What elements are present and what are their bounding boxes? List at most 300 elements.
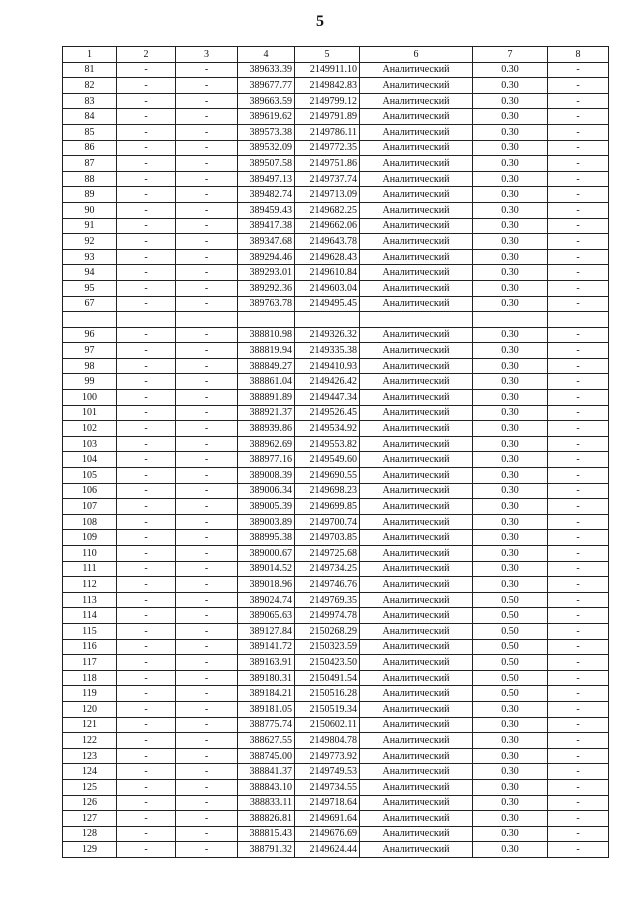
col3-value: - (176, 296, 238, 312)
x-coordinate: 389127.84 (238, 623, 295, 639)
col2-value: - (117, 530, 176, 546)
method-value: Аналитический (360, 623, 473, 639)
table-row (63, 701, 609, 717)
table-row (63, 140, 609, 156)
col2-value: - (117, 405, 176, 421)
y-coordinate: 2150519.34 (295, 701, 360, 717)
point-number: 83 (63, 93, 117, 109)
accuracy-value: 0.30 (473, 156, 548, 172)
accuracy-value: 0.30 (473, 811, 548, 827)
y-coordinate: 2150602.11 (295, 717, 360, 733)
point-number: 113 (63, 592, 117, 608)
method-value: Аналитический (360, 468, 473, 484)
accuracy-value: 0.30 (473, 234, 548, 250)
y-coordinate: 2149842.83 (295, 78, 360, 94)
y-coordinate: 2149690.55 (295, 468, 360, 484)
col8-value: - (548, 530, 609, 546)
table-row (63, 218, 609, 234)
point-number: 89 (63, 187, 117, 203)
col8-value: - (548, 499, 609, 515)
col8-value: - (548, 639, 609, 655)
y-coordinate: 2149624.44 (295, 842, 360, 858)
accuracy-value: 0.30 (473, 733, 548, 749)
col2-value: - (117, 608, 176, 624)
col2-value: - (117, 358, 176, 374)
x-coordinate: 389292.36 (238, 280, 295, 296)
accuracy-value: 0.30 (473, 62, 548, 78)
x-coordinate: 389006.34 (238, 483, 295, 499)
point-number: 84 (63, 109, 117, 125)
accuracy-value: 0.30 (473, 795, 548, 811)
point-number: 111 (63, 561, 117, 577)
accuracy-value: 0.30 (473, 483, 548, 499)
col8-value: - (548, 265, 609, 281)
col2-value: - (117, 296, 176, 312)
y-coordinate: 2149718.64 (295, 795, 360, 811)
column-header: 2 (117, 47, 176, 63)
y-coordinate: 2149495.45 (295, 296, 360, 312)
point-number: 120 (63, 701, 117, 717)
col2-value: - (117, 795, 176, 811)
method-value: Аналитический (360, 499, 473, 515)
x-coordinate: 389005.39 (238, 499, 295, 515)
col3-value: - (176, 249, 238, 265)
col8-value: - (548, 733, 609, 749)
col2-value: - (117, 623, 176, 639)
x-coordinate: 389181.05 (238, 701, 295, 717)
method-value: Аналитический (360, 234, 473, 250)
method-value: Аналитический (360, 202, 473, 218)
empty-cell (238, 312, 295, 328)
empty-cell (117, 312, 176, 328)
col3-value: - (176, 62, 238, 78)
point-number: 88 (63, 171, 117, 187)
y-coordinate: 2149700.74 (295, 514, 360, 530)
col3-value: - (176, 93, 238, 109)
column-header: 8 (548, 47, 609, 63)
col3-value: - (176, 795, 238, 811)
y-coordinate: 2150423.50 (295, 655, 360, 671)
col8-value: - (548, 202, 609, 218)
col3-value: - (176, 124, 238, 140)
col3-value: - (176, 218, 238, 234)
col8-value: - (548, 62, 609, 78)
table-row (63, 358, 609, 374)
x-coordinate: 389347.68 (238, 234, 295, 250)
method-value: Аналитический (360, 187, 473, 203)
y-coordinate: 2149734.55 (295, 779, 360, 795)
accuracy-value: 0.50 (473, 670, 548, 686)
col2-value: - (117, 109, 176, 125)
method-value: Аналитический (360, 62, 473, 78)
y-coordinate: 2149713.09 (295, 187, 360, 203)
col3-value: - (176, 748, 238, 764)
table-row (63, 171, 609, 187)
y-coordinate: 2149610.84 (295, 265, 360, 281)
method-value: Аналитический (360, 779, 473, 795)
method-value: Аналитический (360, 483, 473, 499)
col3-value: - (176, 577, 238, 593)
x-coordinate: 388921.37 (238, 405, 295, 421)
col3-value: - (176, 670, 238, 686)
y-coordinate: 2149698.23 (295, 483, 360, 499)
point-number: 123 (63, 748, 117, 764)
col3-value: - (176, 390, 238, 406)
table-row (63, 748, 609, 764)
col8-value: - (548, 686, 609, 702)
accuracy-value: 0.30 (473, 436, 548, 452)
table-row (63, 670, 609, 686)
y-coordinate: 2149703.85 (295, 530, 360, 546)
x-coordinate: 388810.98 (238, 327, 295, 343)
accuracy-value: 0.50 (473, 608, 548, 624)
y-coordinate: 2149526.45 (295, 405, 360, 421)
method-value: Аналитический (360, 530, 473, 546)
coordinates-table (62, 46, 609, 858)
table-row (63, 265, 609, 281)
table-row (63, 779, 609, 795)
col8-value: - (548, 296, 609, 312)
col3-value: - (176, 234, 238, 250)
col3-value: - (176, 779, 238, 795)
accuracy-value: 0.30 (473, 265, 548, 281)
accuracy-value: 0.30 (473, 826, 548, 842)
method-value: Аналитический (360, 327, 473, 343)
col3-value: - (176, 514, 238, 530)
point-number: 107 (63, 499, 117, 515)
col8-value: - (548, 795, 609, 811)
col2-value: - (117, 655, 176, 671)
col8-value: - (548, 358, 609, 374)
col3-value: - (176, 265, 238, 281)
point-number: 90 (63, 202, 117, 218)
col2-value: - (117, 202, 176, 218)
col8-value: - (548, 655, 609, 671)
method-value: Аналитический (360, 686, 473, 702)
table-row (63, 249, 609, 265)
table-row (63, 655, 609, 671)
accuracy-value: 0.30 (473, 779, 548, 795)
table-row (63, 187, 609, 203)
point-number: 103 (63, 436, 117, 452)
col3-value: - (176, 374, 238, 390)
x-coordinate: 389482.74 (238, 187, 295, 203)
accuracy-value: 0.30 (473, 171, 548, 187)
x-coordinate: 388819.94 (238, 343, 295, 359)
y-coordinate: 2149628.43 (295, 249, 360, 265)
table-row (63, 421, 609, 437)
empty-cell (295, 312, 360, 328)
column-header: 3 (176, 47, 238, 63)
col8-value: - (548, 421, 609, 437)
separator-row (63, 312, 609, 328)
y-coordinate: 2149662.06 (295, 218, 360, 234)
x-coordinate: 388791.32 (238, 842, 295, 858)
method-value: Аналитический (360, 811, 473, 827)
x-coordinate: 388843.10 (238, 779, 295, 795)
accuracy-value: 0.30 (473, 452, 548, 468)
point-number: 127 (63, 811, 117, 827)
col8-value: - (548, 187, 609, 203)
col2-value: - (117, 171, 176, 187)
col2-value: - (117, 421, 176, 437)
table-row (63, 124, 609, 140)
col2-value: - (117, 374, 176, 390)
table-row (63, 343, 609, 359)
y-coordinate: 2149335.38 (295, 343, 360, 359)
col2-value: - (117, 124, 176, 140)
col8-value: - (548, 842, 609, 858)
table-row (63, 390, 609, 406)
col8-value: - (548, 608, 609, 624)
x-coordinate: 388815.43 (238, 826, 295, 842)
table-row (63, 296, 609, 312)
method-value: Аналитический (360, 265, 473, 281)
accuracy-value: 0.30 (473, 327, 548, 343)
col3-value: - (176, 358, 238, 374)
col8-value: - (548, 546, 609, 562)
col2-value: - (117, 748, 176, 764)
col2-value: - (117, 670, 176, 686)
point-number: 116 (63, 639, 117, 655)
point-number: 126 (63, 795, 117, 811)
y-coordinate: 2149326.32 (295, 327, 360, 343)
col8-value: - (548, 826, 609, 842)
accuracy-value: 0.30 (473, 530, 548, 546)
col2-value: - (117, 327, 176, 343)
point-number: 82 (63, 78, 117, 94)
method-value: Аналитический (360, 826, 473, 842)
col3-value: - (176, 327, 238, 343)
col3-value: - (176, 546, 238, 562)
col2-value: - (117, 234, 176, 250)
table-row (63, 436, 609, 452)
method-value: Аналитический (360, 795, 473, 811)
method-value: Аналитический (360, 296, 473, 312)
col3-value: - (176, 499, 238, 515)
method-value: Аналитический (360, 390, 473, 406)
accuracy-value: 0.30 (473, 748, 548, 764)
x-coordinate: 389417.38 (238, 218, 295, 234)
table-header-row (63, 47, 609, 63)
x-coordinate: 388891.89 (238, 390, 295, 406)
col8-value: - (548, 577, 609, 593)
method-value: Аналитический (360, 93, 473, 109)
col8-value: - (548, 343, 609, 359)
accuracy-value: 0.30 (473, 78, 548, 94)
table-row (63, 93, 609, 109)
col3-value: - (176, 655, 238, 671)
col8-value: - (548, 623, 609, 639)
point-number: 129 (63, 842, 117, 858)
x-coordinate: 389180.31 (238, 670, 295, 686)
table-row (63, 156, 609, 172)
accuracy-value: 0.30 (473, 93, 548, 109)
method-value: Аналитический (360, 701, 473, 717)
point-number: 104 (63, 452, 117, 468)
col3-value: - (176, 109, 238, 125)
accuracy-value: 0.30 (473, 405, 548, 421)
method-value: Аналитический (360, 156, 473, 172)
col3-value: - (176, 842, 238, 858)
accuracy-value: 0.30 (473, 343, 548, 359)
col8-value: - (548, 390, 609, 406)
method-value: Аналитический (360, 514, 473, 530)
col3-value: - (176, 811, 238, 827)
col8-value: - (548, 811, 609, 827)
y-coordinate: 2149426.42 (295, 374, 360, 390)
x-coordinate: 389294.46 (238, 249, 295, 265)
point-number: 67 (63, 296, 117, 312)
point-number: 105 (63, 468, 117, 484)
method-value: Аналитический (360, 374, 473, 390)
col3-value: - (176, 436, 238, 452)
col8-value: - (548, 140, 609, 156)
col2-value: - (117, 811, 176, 827)
col2-value: - (117, 764, 176, 780)
col3-value: - (176, 405, 238, 421)
col8-value: - (548, 124, 609, 140)
accuracy-value: 0.30 (473, 187, 548, 203)
point-number: 122 (63, 733, 117, 749)
empty-cell (63, 312, 117, 328)
y-coordinate: 2149549.60 (295, 452, 360, 468)
point-number: 99 (63, 374, 117, 390)
x-coordinate: 389497.13 (238, 171, 295, 187)
point-number: 98 (63, 358, 117, 374)
y-coordinate: 2149974.78 (295, 608, 360, 624)
col2-value: - (117, 826, 176, 842)
col8-value: - (548, 764, 609, 780)
point-number: 94 (63, 265, 117, 281)
col2-value: - (117, 483, 176, 499)
y-coordinate: 2149749.53 (295, 764, 360, 780)
x-coordinate: 389677.77 (238, 78, 295, 94)
empty-cell (176, 312, 238, 328)
point-number: 92 (63, 234, 117, 250)
x-coordinate: 388833.11 (238, 795, 295, 811)
table-row (63, 577, 609, 593)
x-coordinate: 388861.04 (238, 374, 295, 390)
point-number: 81 (63, 62, 117, 78)
col3-value: - (176, 608, 238, 624)
col3-value: - (176, 452, 238, 468)
col3-value: - (176, 639, 238, 655)
y-coordinate: 2149691.64 (295, 811, 360, 827)
col3-value: - (176, 764, 238, 780)
x-coordinate: 389663.59 (238, 93, 295, 109)
x-coordinate: 389459.43 (238, 202, 295, 218)
x-coordinate: 389018.96 (238, 577, 295, 593)
table-row (63, 733, 609, 749)
x-coordinate: 388775.74 (238, 717, 295, 733)
col8-value: - (548, 109, 609, 125)
point-number: 110 (63, 546, 117, 562)
col2-value: - (117, 561, 176, 577)
table-row (63, 639, 609, 655)
x-coordinate: 388977.16 (238, 452, 295, 468)
method-value: Аналитический (360, 218, 473, 234)
point-number: 114 (63, 608, 117, 624)
table-row (63, 234, 609, 250)
accuracy-value: 0.30 (473, 561, 548, 577)
col2-value: - (117, 436, 176, 452)
table-row (63, 795, 609, 811)
point-number: 97 (63, 343, 117, 359)
method-value: Аналитический (360, 639, 473, 655)
table-row (63, 514, 609, 530)
method-value: Аналитический (360, 670, 473, 686)
x-coordinate: 389014.52 (238, 561, 295, 577)
method-value: Аналитический (360, 78, 473, 94)
col8-value: - (548, 405, 609, 421)
col2-value: - (117, 280, 176, 296)
method-value: Аналитический (360, 109, 473, 125)
method-value: Аналитический (360, 280, 473, 296)
x-coordinate: 389065.63 (238, 608, 295, 624)
point-number: 100 (63, 390, 117, 406)
table-row (63, 78, 609, 94)
col3-value: - (176, 468, 238, 484)
point-number: 121 (63, 717, 117, 733)
col3-value: - (176, 343, 238, 359)
table-row (63, 561, 609, 577)
col2-value: - (117, 686, 176, 702)
col3-value: - (176, 280, 238, 296)
x-coordinate: 389008.39 (238, 468, 295, 484)
x-coordinate: 389573.38 (238, 124, 295, 140)
y-coordinate: 2150323.59 (295, 639, 360, 655)
point-number: 96 (63, 327, 117, 343)
y-coordinate: 2149786.11 (295, 124, 360, 140)
x-coordinate: 388962.69 (238, 436, 295, 452)
accuracy-value: 0.30 (473, 109, 548, 125)
method-value: Аналитический (360, 421, 473, 437)
method-value: Аналитический (360, 249, 473, 265)
method-value: Аналитический (360, 748, 473, 764)
col8-value: - (548, 436, 609, 452)
accuracy-value: 0.30 (473, 390, 548, 406)
accuracy-value: 0.30 (473, 124, 548, 140)
column-header: 4 (238, 47, 295, 63)
y-coordinate: 2150491.54 (295, 670, 360, 686)
x-coordinate: 389633.39 (238, 62, 295, 78)
table-row (63, 109, 609, 125)
empty-cell (473, 312, 548, 328)
col2-value: - (117, 577, 176, 593)
table-row (63, 530, 609, 546)
col2-value: - (117, 62, 176, 78)
point-number: 109 (63, 530, 117, 546)
y-coordinate: 2149603.04 (295, 280, 360, 296)
col3-value: - (176, 561, 238, 577)
table-row (63, 764, 609, 780)
table-row (63, 62, 609, 78)
col2-value: - (117, 514, 176, 530)
col8-value: - (548, 249, 609, 265)
col8-value: - (548, 452, 609, 468)
col3-value: - (176, 530, 238, 546)
method-value: Аналитический (360, 577, 473, 593)
x-coordinate: 388995.38 (238, 530, 295, 546)
col8-value: - (548, 701, 609, 717)
column-header: 7 (473, 47, 548, 63)
col2-value: - (117, 218, 176, 234)
col3-value: - (176, 483, 238, 499)
col8-value: - (548, 93, 609, 109)
accuracy-value: 0.30 (473, 499, 548, 515)
method-value: Аналитический (360, 171, 473, 187)
